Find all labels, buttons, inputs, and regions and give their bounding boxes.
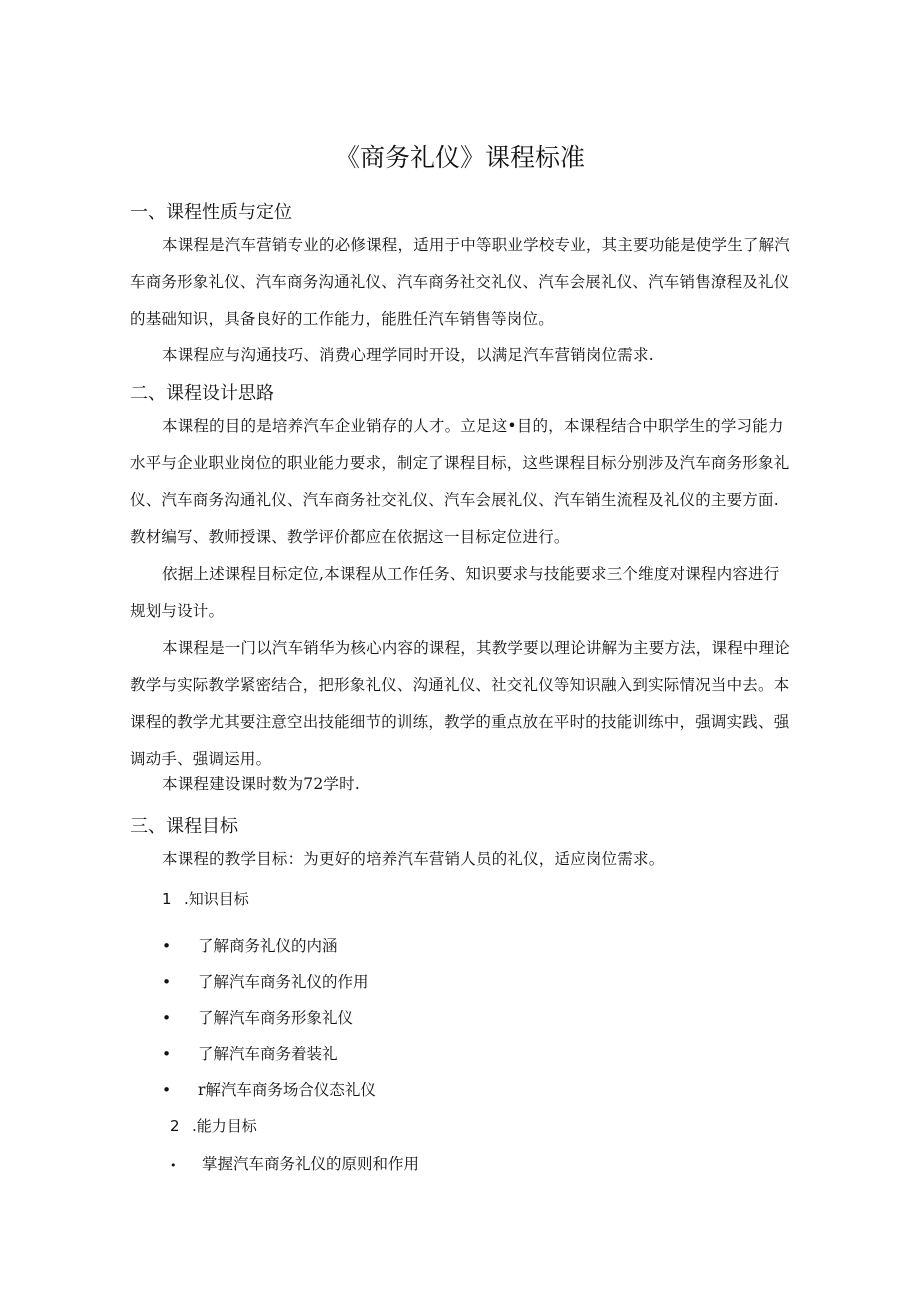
numbered-heading-ability bbox=[170, 1115, 257, 1136]
paragraph: 本课程是汽车营销专业的必修课程，适用于中等职业学校专业，其主要功能是使学生了解汽车商务形象礼仪、汽车商务沟通礼仪、汽车商务社交礼仪、汽车会展礼仪、汽车销售潦程及礼仪的基础知识，具备良好的工作能力，能胜任汽车销售等岗位。 bbox=[130, 236, 791, 328]
bullet-icon: • bbox=[162, 973, 172, 991]
section-heading-1: 一、课程性质与定位 bbox=[130, 202, 292, 223]
bullet-icon: • bbox=[162, 937, 172, 955]
bullet-icon: • bbox=[162, 1045, 172, 1063]
list-item bbox=[162, 1078, 376, 1100]
bullet-icon: • bbox=[162, 1081, 172, 1099]
list-item-text: 了解商务礼仪的内涵 bbox=[198, 937, 338, 955]
list-item bbox=[162, 1006, 353, 1028]
paragraph: 本课程是一门以汽车销华为核心内容的课程，其教学要以理论讲解为主要方法，课程中理论教学与实际教学紧密结合，把形象礼仪、沟通礼仪、社交礼仪等知识融入到实际情况当中去。本课程的教学尤其要注意空出技能细节的训练，教学的重点放在平时的技能训练中，强调实践、强调动手、强调运用。 bbox=[130, 639, 791, 768]
list-label: .知识目标 bbox=[184, 890, 249, 908]
list-item-text: 掌握汽车商务礼仪的原则和作用 bbox=[202, 1155, 420, 1173]
paragraph: 本课程建设课时数为72学时. bbox=[162, 775, 360, 793]
list-item-text: r解汽车商务场合仪态礼仪 bbox=[198, 1081, 376, 1099]
bullet-icon: • bbox=[162, 1009, 172, 1027]
list-item-text: 了解汽车商务礼仪的作用 bbox=[198, 973, 369, 991]
list-number: 1 bbox=[162, 890, 172, 908]
list-item bbox=[170, 1152, 419, 1174]
list-item bbox=[162, 970, 369, 992]
section-heading-3: 三、课程目标 bbox=[130, 816, 238, 837]
list-item bbox=[162, 1042, 338, 1064]
list-number: 2 bbox=[170, 1117, 180, 1135]
list-item-text: 了解汽车商务形象礼仪 bbox=[198, 1009, 354, 1027]
paragraph: 本课程的教学目标：为更好的培养汽车营销人员的礼仪，适应岗位需求。 bbox=[162, 850, 665, 868]
bullet-icon: • bbox=[170, 1159, 177, 1172]
list-item bbox=[162, 934, 338, 956]
list-item-text: 了解汽车商务着装礼 bbox=[198, 1045, 338, 1063]
page-title: 《商务礼仪》课程标准 bbox=[334, 143, 585, 172]
list-label: .能力目标 bbox=[192, 1117, 257, 1135]
paragraph: 本课程应与沟通技巧、消费心理学同时开设，以满足汽车营销岗位需求. bbox=[162, 346, 654, 364]
paragraph: 依据上述课程目标定位,本课程从工作任务、知识要求与技能要求三个维度对课程内容进行规划与设计。 bbox=[130, 565, 780, 620]
section-heading-2: 二、课程设计思路 bbox=[130, 383, 274, 404]
paragraph: 本课程的目的是培养汽车企业销存的人才。立足这•目的，本课程结合中职学生的学习能力水平与企业职业岗位的职业能力要求，制定了课程目标，这些课程目标分别涉及汽车商务形象礼仪、汽车商务沟通礼仪、汽车商务社交礼仪、汽车会展礼仪、汽车销生流程及礼仪的主要方面.教材编写、教师授课、教学评价都应在依据这一目标定位进行。 bbox=[130, 417, 790, 546]
numbered-heading-knowledge bbox=[162, 888, 249, 909]
